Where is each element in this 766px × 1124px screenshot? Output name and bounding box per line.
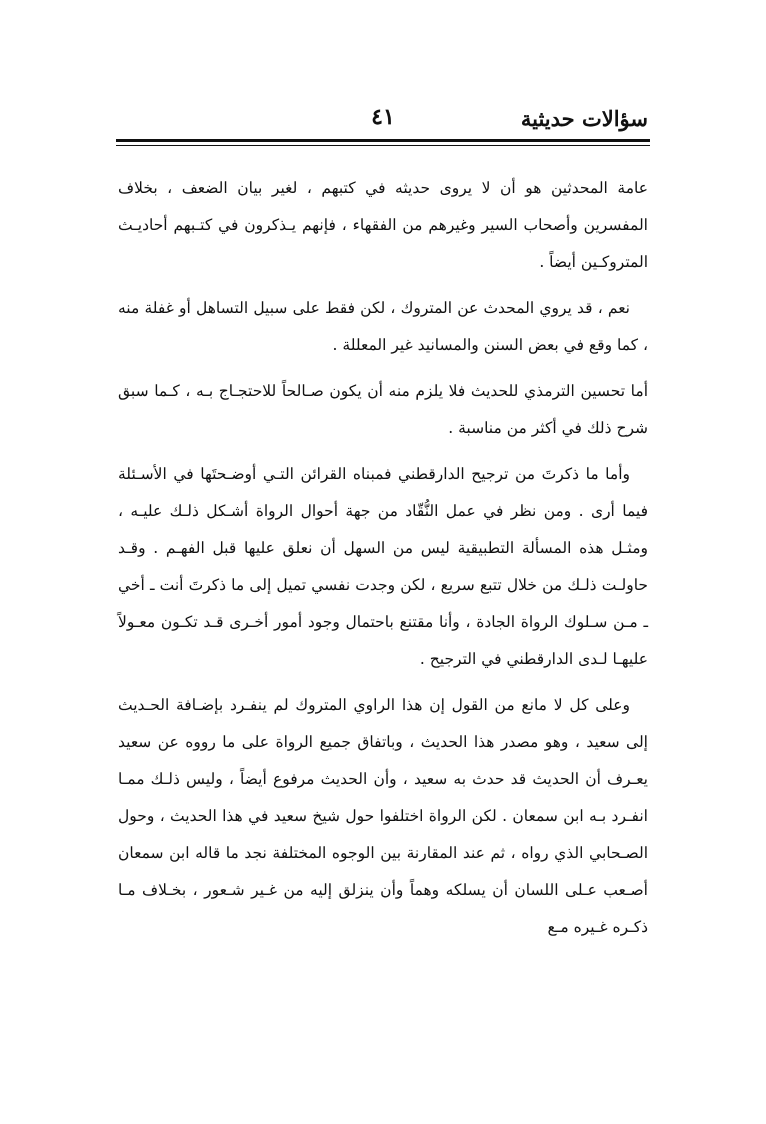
page-number: ٤١: [371, 104, 395, 130]
running-title: سؤالات حديثية: [520, 106, 648, 131]
header-rule-thick: [116, 139, 650, 142]
header-rule-thin: [116, 145, 650, 146]
page-header: [118, 104, 648, 138]
body-text: [118, 170, 648, 955]
paragraph: وعلى كل لا مانع من القول إن هذا الراوي المتروك لم ينفـرد بإضـافة الحـديث إلى سعيد ، وهو مصدر هذا الحديث ، وباتفاق جميع الرواة على ما رووه عن سعيد يعـرف أن الحديث قد حدث به سعيد ، وأن الحديث مرفوع أيضاً ، وليس ذلـك ممـا انفـرد بـه ابن سمعان . لكن الرواة اختلفوا حول شيخ سعيد في هذا الحديث ، وحول الصـحابي الذي رواه ، ثم عند المقارنة بين الوجوه المختلفة نجد ما قاله ابن سمعان أصـعب عـلى اللسان أن يسلكه وهماً وأن ينزلق إليه من غـير شـعور ، بخـلاف مـا ذكـره غـيره مـع: [118, 696, 648, 936]
paragraph: عامة المحدثين هو أن لا يروى حديثه في كتبهم ، لغير بيان الضعف ، بخلاف المفسرين وأصحاب السير وغيرهم من الفقهاء ، فإنهم يـذكرون في كتـبهم أحاديـث المتروكـين أيضاً .: [118, 179, 648, 271]
paragraph: وأما ما ذكرتَ من ترجيح الدارقطني فمبناه القرائن التـي أوضـحتَها في الأسـئلة فيما أرى . ومن نظر في عمل النُّقّاد من جهة أحوال الرواة أشـكل ذلـك عليـه ، ومثـل هذه المسألة التطبيقية ليس من السهل أن نعلق عليها قبل الفهـم . وقـد حاولـت ذلـك من خلال تتبع سريع ، لكن وجدت نفسي تميل إلى ما ذكرتَ أنت ـ أخي ـ مـن سـلوك الرواة الجادة ، وأنا مقتنع باحتمال وجود أمور أخـرى قـد تكـون معـولاً عليهـا لـدى الدارقطني في الترجيح .: [118, 465, 648, 668]
paragraph: نعم ، قد يروي المحدث عن المتروك ، لكن فقط على سبيل التساهل أو غفلة منه ، كما وقع في بعض السنن والمسانيد غير المعللة .: [118, 299, 648, 354]
paragraph: أما تحسين الترمذي للحديث فلا يلزم منه أن يكون صـالحاً للاحتجـاج بـه ، كـما سبق شرح ذلك في أكثر من مناسبة .: [118, 382, 648, 437]
